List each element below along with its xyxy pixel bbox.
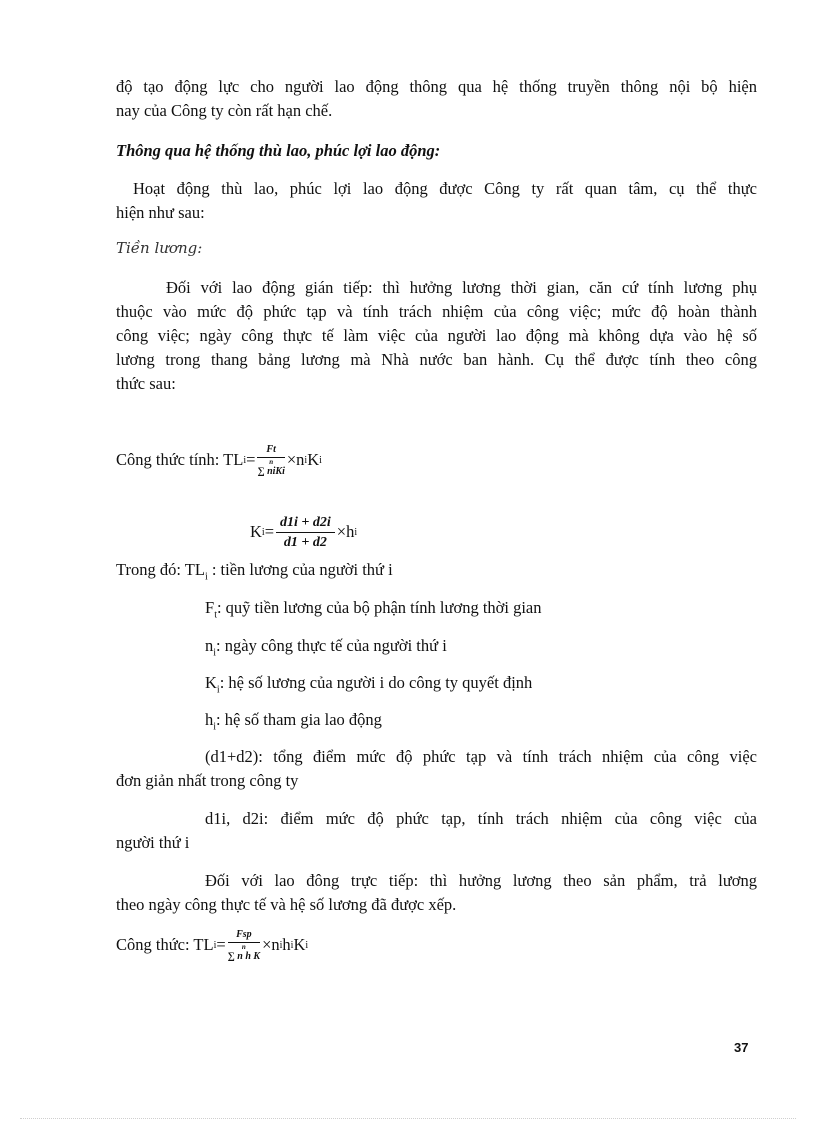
def-hi-sub: i xyxy=(213,721,217,733)
formula2-numerator: d1i + d2i xyxy=(276,514,335,533)
formula1-tail2-sub: i xyxy=(319,454,322,466)
formula-coefficient xyxy=(250,512,357,552)
formula3-numerator: Fsp xyxy=(228,928,260,943)
definition-ft xyxy=(205,598,542,620)
formula1-numerator: Ft xyxy=(257,443,284,458)
formula3-sub3: i xyxy=(305,939,309,951)
formula3-h: h xyxy=(282,935,291,954)
definition-hi xyxy=(205,710,382,732)
formula1-tail-sub: i xyxy=(304,454,308,466)
p2-line-1: Hoạt động thù lao, phúc lợi lao động được Công ty rất quan tâm, cụ thể thực xyxy=(133,179,757,198)
formula2-denominator: d1 + d2 xyxy=(283,534,327,550)
p3-line-5: thức sau: xyxy=(116,374,176,393)
p3-line-1: Đối với lao động gián tiếp: thì hưởng lương thời gian, căn cứ tính lương phụ xyxy=(166,278,757,297)
definition-d-line-2: đơn giản nhất trong công ty xyxy=(116,771,299,790)
def-ki-sym: K xyxy=(205,673,217,692)
formula3-eq: = xyxy=(216,935,226,954)
formula-piece-salary xyxy=(116,925,308,965)
def-intro-sub: i xyxy=(204,571,208,583)
def-ni-sub: i xyxy=(213,647,217,659)
formula2-fraction xyxy=(276,514,335,551)
formula3-tail: ×n xyxy=(262,935,280,954)
def-hi-text: : hệ số tham gia lao động xyxy=(216,710,382,729)
definition-d-line-1: (d1+d2): tổng điểm mức độ phức tạp và tính trách nhiệm của công việc xyxy=(205,747,757,766)
def-ni-text: : ngày công thực tế của người thứ i xyxy=(216,636,447,655)
def-ki-text: : hệ số lương của người i do công ty quyết định xyxy=(219,673,533,692)
p1-line-1: độ tạo động lực cho người lao động thông qua hệ thống truyền thông nội bộ hiện xyxy=(116,77,757,96)
formula3-den-text: ∑ n h K xyxy=(227,950,261,962)
definition-dd-line-2: người thứ i xyxy=(116,833,190,852)
def-intro: Trong đó: TL xyxy=(116,560,205,579)
p2-line-2: hiện như sau: xyxy=(116,203,205,222)
def-ki-sub: i xyxy=(216,684,220,696)
formula-time-salary xyxy=(116,440,322,480)
formula3-denominator xyxy=(228,943,260,963)
heading-compensation: Thông qua hệ thống thù lao, phúc lợi lao động: xyxy=(116,141,441,160)
formula1-tail: ×n xyxy=(286,450,305,469)
def-ft-text: : quỹ tiền lương của bộ phận tính lương thời gian xyxy=(216,598,542,617)
p4-line-1: Đối với lao đông trực tiếp: thì hưởng lương theo sản phẩm, trả lương xyxy=(205,871,757,890)
p3-line-4: lương trong thang bảng lương mà Nhà nước ban hành. Cụ thể được tính theo công xyxy=(116,350,757,369)
formula3-sub: i xyxy=(213,939,217,951)
definition-dd-line-1: d1i, d2i: điểm mức độ phức tạp, tính trách nhiệm của công việc của xyxy=(205,809,757,828)
formula3-sub2: i xyxy=(290,939,294,951)
formula2-lhs: K xyxy=(250,522,262,541)
page-number: 37 xyxy=(734,1040,749,1055)
formula1-tail2: K xyxy=(307,450,320,469)
heading-salary: Tiền lương: xyxy=(116,239,203,257)
def-ni-sym: n xyxy=(205,636,214,655)
formula2-tail: ×h xyxy=(336,522,355,541)
formula3-prefix: Công thức: TL xyxy=(116,935,214,954)
formula1-denominator xyxy=(257,458,284,478)
page-bottom-divider xyxy=(20,1118,796,1119)
def-intro-text: : tiền lương của người thứ i xyxy=(207,560,393,579)
formula1-prefix: Công thức tính: TL xyxy=(116,450,244,469)
p1-line-2: nay của Công ty còn rất hạn chế. xyxy=(116,101,333,120)
p3-line-3: công việc; ngày công thực tế làm việc của người lao động mà không dựa vào hệ số xyxy=(116,326,757,345)
formula1-fraction xyxy=(257,443,284,478)
formula3-k: K xyxy=(293,935,306,954)
formula2-lhs-sub: i xyxy=(261,526,265,538)
definition-ki xyxy=(205,673,532,695)
formula3-sub1: i xyxy=(279,939,283,951)
formula2-eq: = xyxy=(264,522,275,541)
formula1-den-top: n xyxy=(269,457,274,466)
def-hi-sym: h xyxy=(205,710,214,729)
definition-tl xyxy=(116,560,393,582)
definition-ni xyxy=(205,636,447,658)
formula3-fraction xyxy=(228,928,260,963)
formula1-sub: i xyxy=(243,454,247,466)
formula1-den-text: ∑ niKi xyxy=(257,465,285,477)
formula2-tail-sub: i xyxy=(354,526,358,538)
p3-line-2: thuộc vào mức độ phức tạp và tính trách nhiệm của công việc; mức độ hoàn thành xyxy=(116,302,757,321)
p4-line-2: theo ngày công thực tế và hệ số lương đã được xếp. xyxy=(116,895,457,914)
formula3-den-top: n xyxy=(241,942,246,951)
formula1-eq: = xyxy=(246,450,256,469)
def-ft-sym: F xyxy=(205,598,215,617)
def-ft-sub: t xyxy=(214,609,217,621)
